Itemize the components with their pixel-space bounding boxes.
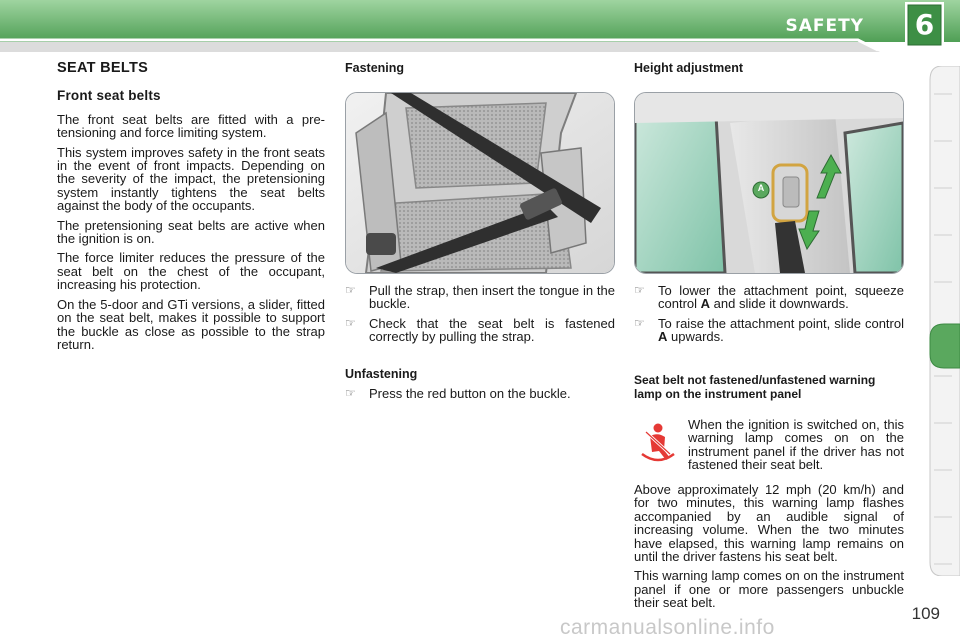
chapter-tabs xyxy=(928,66,960,576)
paragraph: On the 5-door and GTi versions, a slider, fitted on the seat belt, makes it possible to support the buckle as close as possible to the strap return. xyxy=(57,296,325,352)
control-a-ref: A xyxy=(658,329,668,345)
bullet-text: Check that the seat belt is fastened correctly by pulling the strap. xyxy=(369,315,615,345)
bullet-text-pre: To raise the attachment point, slide control xyxy=(658,315,904,331)
seat-belt-warning-icon xyxy=(640,422,676,462)
height-adjustment-illustration xyxy=(634,92,904,274)
list-item xyxy=(345,387,615,400)
pointing-hand-icon: ☞ xyxy=(345,283,356,297)
bullet-text-post: upwards. xyxy=(667,329,724,345)
pointing-hand-icon: ☞ xyxy=(634,315,645,330)
control-a-label: A xyxy=(757,183,765,193)
page-title: SEAT BELTS xyxy=(57,60,149,76)
paragraph: The front seat belts are fitted with a pre-tensioning and force limiting system. xyxy=(57,111,325,141)
bullet-text-pre: To lower the attachment point, squeeze control xyxy=(658,283,904,312)
list-item xyxy=(634,284,904,311)
watermark-text: carmanualsonline.info xyxy=(560,616,775,639)
list-item xyxy=(345,284,615,311)
bullet-text-post: and slide it downwards. xyxy=(710,296,849,312)
seat-belt-illustration xyxy=(345,92,615,274)
control-a-ref: A xyxy=(700,296,711,312)
paragraph: This system improves safety in the front seats in the event of front impacts. Depending on the severity of the impact, the pretensioning system instantly tightens the seat belts against the body of the occupants. xyxy=(57,144,325,214)
fastening-heading: Fastening xyxy=(345,61,405,75)
height-adjustment-heading: Height adjustment xyxy=(634,61,744,75)
section-title: SAFETY xyxy=(785,16,864,36)
paragraph: The force limiter reduces the pressure of the seat belt on the chest of the occupant, increasing his protection. xyxy=(57,250,325,293)
unfastening-heading: Unfastening xyxy=(345,367,418,381)
height-instructions xyxy=(634,284,904,350)
paragraph: Above approximately 12 mph (20 km/h) and for two minutes, this warning lamp flashes accompanied by an audible signal of increasing volume. When the two minutes have elapsed, this warning lamp remains on until the driver fastens his seat belt. xyxy=(634,482,904,565)
fastening-instructions xyxy=(345,284,615,350)
height-heading-wrap xyxy=(634,62,904,75)
bullet-text: Press the red button on the buckle. xyxy=(369,386,571,402)
list-item xyxy=(345,317,615,344)
header-bar xyxy=(0,0,960,52)
pointing-hand-icon: ☞ xyxy=(345,315,356,330)
paragraph: This warning lamp comes on on the instrument panel if one or more passengers unbuckle their seat belt. xyxy=(634,568,904,611)
warning-heading-wrap xyxy=(634,374,906,401)
chapter-number: 6 xyxy=(914,8,935,41)
bullet-text: Pull the strap, then insert the tongue in the buckle. xyxy=(369,283,615,312)
warning-intro: When the ignition is switched on, this warning lamp comes on on the instrument panel if the driver has not fastened their seat belt. xyxy=(688,417,904,473)
warning-intro-wrap xyxy=(688,418,904,478)
unfastening-section xyxy=(345,368,615,407)
left-column xyxy=(57,62,325,357)
pointing-hand-icon: ☞ xyxy=(634,283,645,297)
page-number: 109 xyxy=(911,604,940,623)
paragraph: The pretensioning seat belts are active when the ignition is on. xyxy=(57,217,325,247)
pointing-hand-icon: ☞ xyxy=(345,386,356,401)
list-item xyxy=(634,317,904,344)
fastening-heading-wrap xyxy=(345,62,615,75)
section-subtitle: Front seat belts xyxy=(57,88,161,104)
warning-details xyxy=(634,483,904,616)
warning-lamp-heading: Seat belt not fastened/unfastened warning lamp on the instrument panel xyxy=(634,373,876,401)
